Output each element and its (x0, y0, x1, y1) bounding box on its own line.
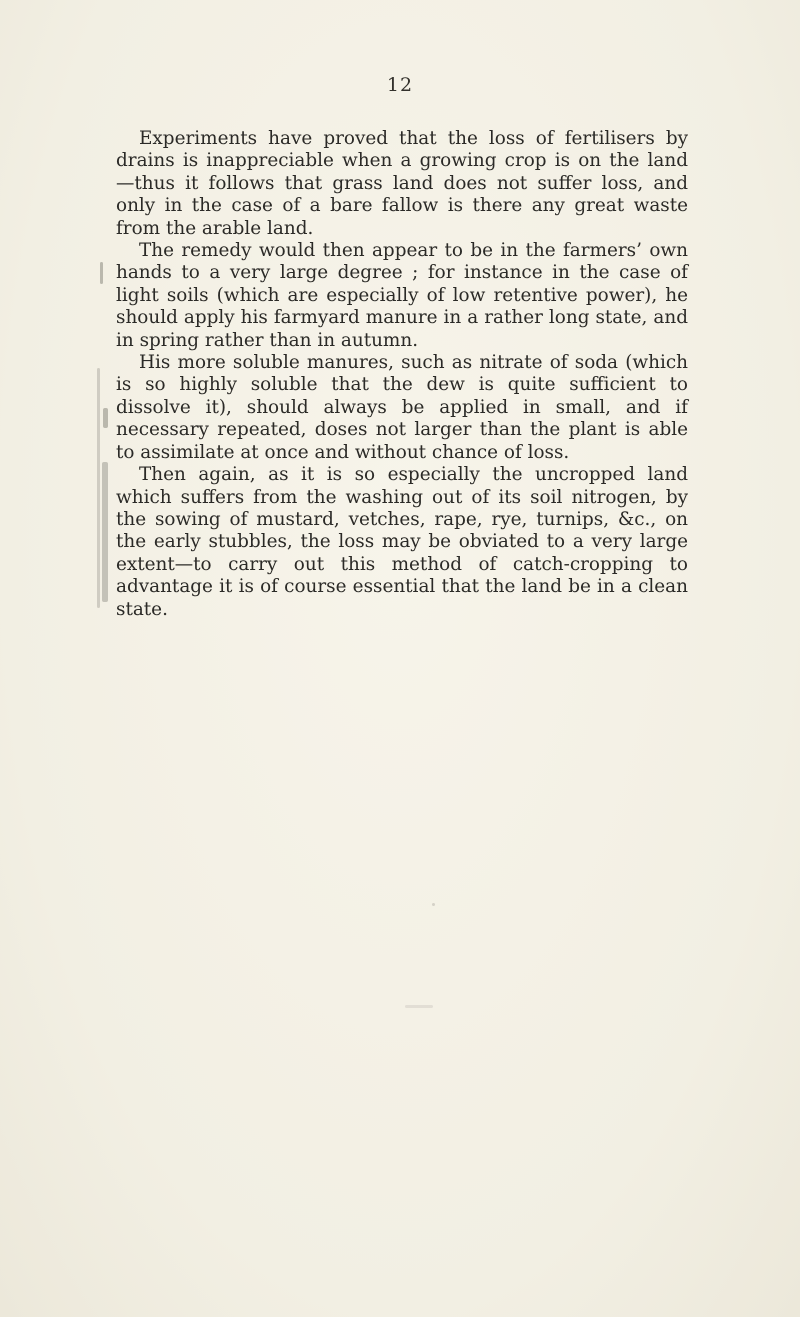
page-number: 12 (386, 74, 414, 96)
paper-speck (432, 903, 435, 906)
margin-scan-mark (102, 462, 108, 602)
paragraph-4: Then again, as it is so especially the uncropped land which suffers from the washing out of its soil nitrogen, by the sowing of mustard, vetches, rape, rye, turnips, &c., on the early stubbles, the loss may be obviated to a very large extent—to carry out this method of catch-cropping to advantage it is of course essential that the land be in a clean state. (116, 464, 688, 620)
margin-scan-mark (100, 262, 103, 284)
margin-scan-mark (97, 368, 100, 608)
margin-scan-mark (103, 408, 108, 428)
paper-speck (405, 1005, 433, 1008)
paragraph-1: Experiments have proved that the loss of fertilisers by drains is inappreciable when a growing crop is on the land —thus it follows that grass land does not suffer loss, and only in the case of a bare fallow is there any great waste from the arable land. (116, 128, 688, 239)
body-text (116, 128, 688, 621)
paragraph-3: His more soluble manures, such as nitrate of soda (which is so highly soluble that the dew is quite sufficient to dissolve it), should always be applied in small, and if necessary repeated, doses not larger than the plant is able to assimilate at once and without chance of loss. (116, 352, 688, 463)
paragraph-2: The remedy would then appear to be in the farmers’ own hands to a very large degree ; for instance in the case of light soils (which are especially of low retentive power), he should apply his farmyard manure in a rather long state, and in spring rather than in autumn. (116, 240, 688, 351)
